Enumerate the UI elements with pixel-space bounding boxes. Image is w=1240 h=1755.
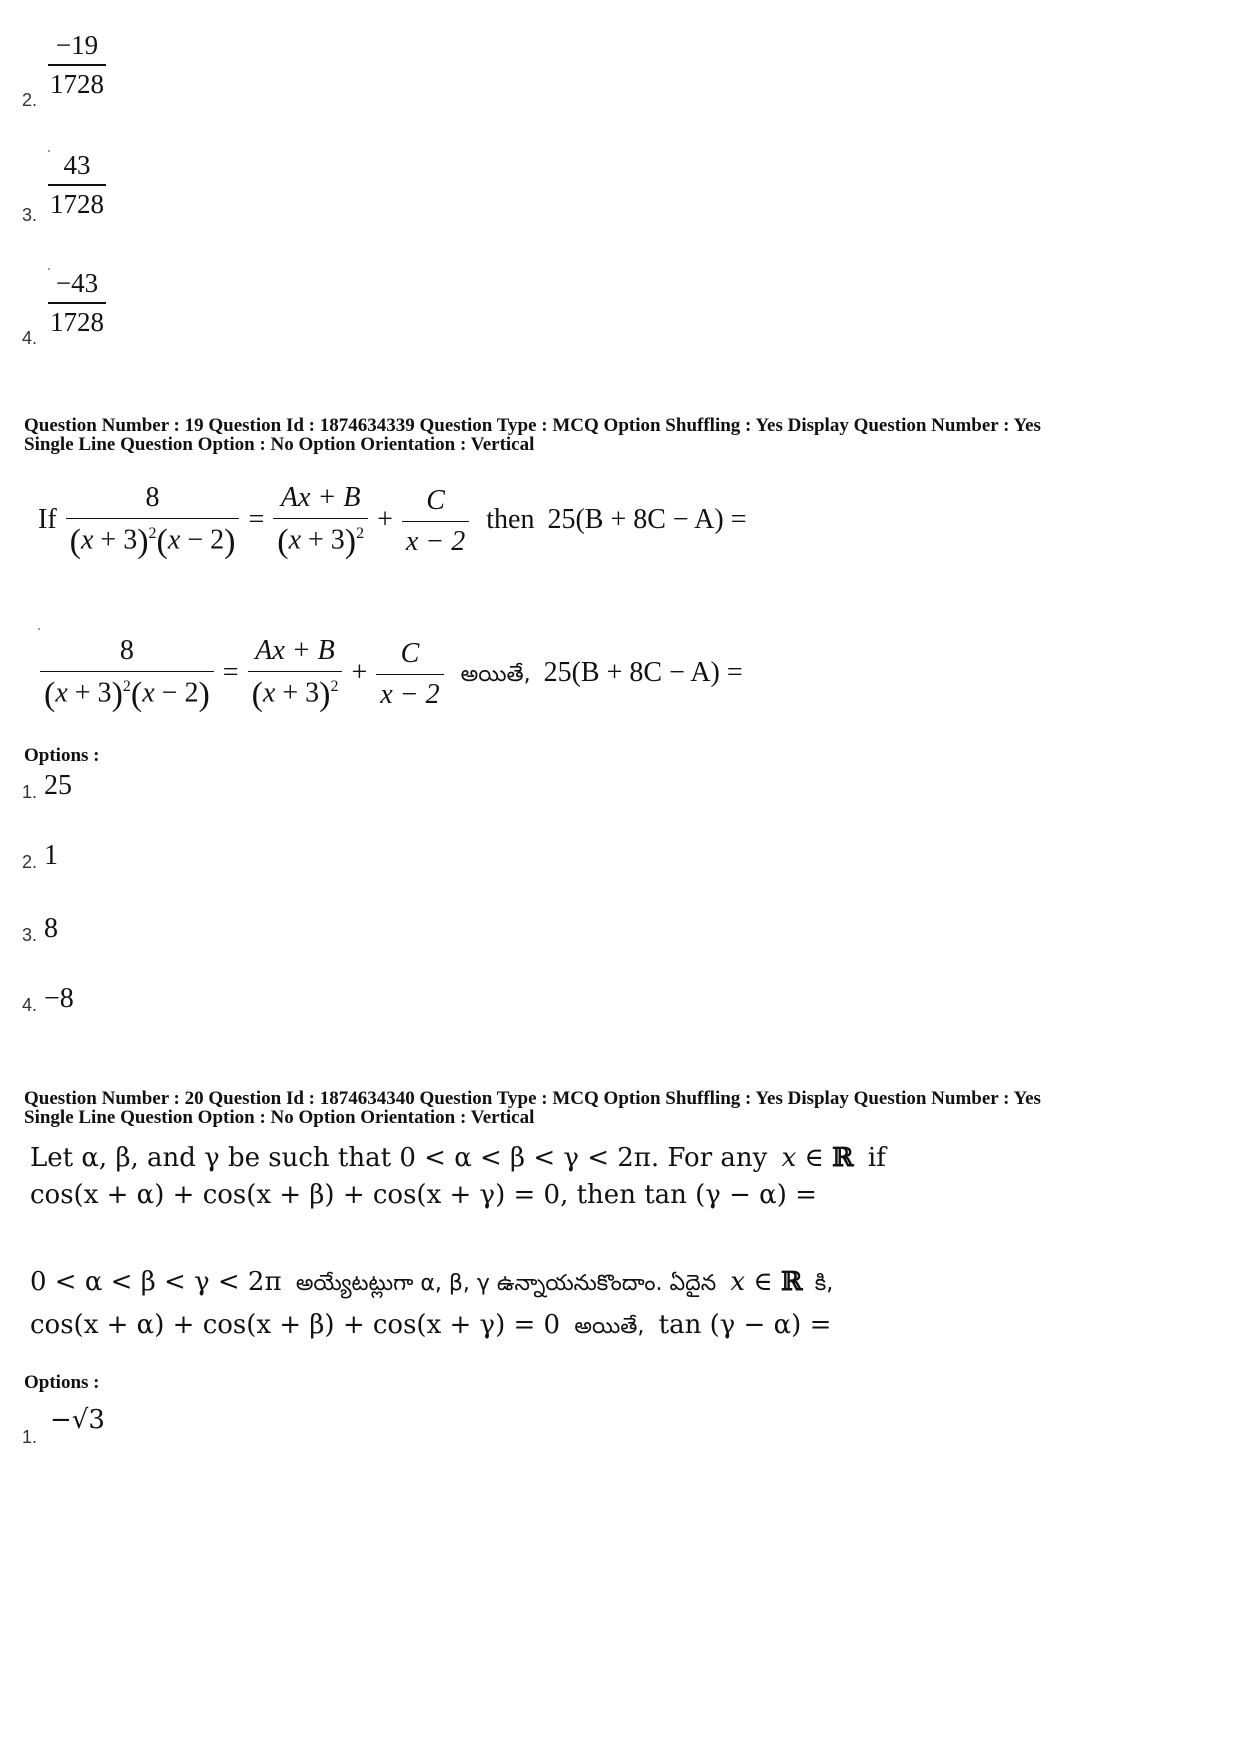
option-fraction: [48, 30, 106, 100]
numerator: Ax + B: [255, 635, 335, 666]
option-value: 25: [44, 770, 72, 801]
if-word: if: [867, 1143, 886, 1173]
telugu-if-word: అయితే,: [574, 1314, 645, 1339]
option-value: 8: [44, 913, 58, 944]
fraction-partial-2: [376, 638, 443, 711]
then-word: then: [486, 503, 535, 535]
fraction-lhs: [40, 635, 214, 714]
denominator: $(x + 3)^2(x - 2)$: [66, 518, 240, 561]
option-number: 3.: [22, 205, 38, 225]
scan-dot: [38, 628, 40, 630]
denominator: 1728: [48, 184, 106, 220]
q20-telugu-line-1: 0 < α < β < γ < 2π అయ్యేటట్లుగా α, β, γ ఉన్నాయనుకొందాం. ఏదైన x ∈ ℝ కి,: [30, 1267, 834, 1297]
telugu-suffix: కి,: [814, 1271, 834, 1296]
option-value: −√3: [50, 1405, 105, 1435]
telugu-text: అయ్యేటట్లుగా α, β, γ ఉన్నాయనుకొందాం. ఏదైన: [295, 1271, 717, 1296]
denominator: $(x + 3)^2$: [273, 518, 368, 561]
result-expression: 25(B + 8C − A) =: [547, 503, 747, 535]
equation: cos(x + α) + cos(x + β) + cos(x + γ) = 0: [30, 1310, 561, 1340]
q19-meta-line-1: Question Number : 19 Question Id : 1874634339 Question Type : MCQ Option Shuffling : Yes Display Question Number : Yes: [24, 415, 1041, 436]
q19-meta-line-2: Single Line Question Option : No Option Orientation : Vertical: [24, 434, 535, 455]
option-value: 1: [44, 840, 58, 871]
option-number: 4.: [22, 328, 38, 348]
q19-english-equation: If $\frac{8}{(x + 3)^2(x - 2)}$ = $\frac{Ax + B}{(x + 3)^2}$ + $\frac{C}{x - 2}$ then 25(B + 8C − A) =: [38, 482, 747, 560]
numerator: −19: [55, 30, 99, 60]
numerator: C: [400, 638, 420, 669]
option-number: 1.: [22, 782, 38, 802]
denominator: 1728: [48, 302, 106, 338]
option-value: −8: [44, 983, 74, 1014]
inequality: 0 < α < β < γ < 2π: [30, 1267, 282, 1297]
denominator: 1728: [48, 64, 106, 100]
english-text: Let α, β, and γ be such that 0 < α < β < γ < 2π. For any: [30, 1143, 768, 1173]
option-fraction: [48, 268, 106, 338]
option-number: 2.: [22, 90, 38, 110]
denominator: x − 2: [402, 521, 469, 558]
result-expression: tan (γ − α) =: [658, 1310, 832, 1340]
fraction-lhs: [66, 482, 240, 561]
q20-options-label: Options :: [24, 1372, 100, 1393]
fraction-partial-1: [248, 635, 343, 714]
denominator: x − 2: [376, 674, 443, 711]
option-number: 3.: [22, 925, 38, 945]
q20-meta-line-2: Single Line Question Option : No Option Orientation : Vertical: [24, 1107, 535, 1128]
denominator: $(x + 3)^2(x - 2)$: [40, 671, 214, 714]
option-fraction: [48, 150, 106, 220]
result-expression: 25(B + 8C − A) =: [543, 656, 743, 688]
denominator: $(x + 3)^2$: [248, 671, 343, 714]
q20-meta-line-1: Question Number : 20 Question Id : 1874634340 Question Type : MCQ Option Shuffling : Yes Display Question Number : Yes: [24, 1088, 1041, 1109]
q19-telugu-equation: $\frac{8}{(x + 3)^2(x - 2)}$ = $\frac{Ax + B}{(x + 3)^2}$ + $\frac{C}{x - 2}$ అయితే, 25(B + 8C − A) =: [38, 635, 743, 714]
numerator: 8: [145, 482, 160, 513]
q20-english-line-2: cos(x + α) + cos(x + β) + cos(x + γ) = 0, then tan (γ − α) =: [30, 1180, 817, 1210]
if-word: If: [38, 503, 57, 535]
option-number: 1.: [22, 1427, 38, 1447]
numerator: 8: [119, 635, 134, 666]
fraction-partial-2: [402, 485, 469, 558]
option-number: 2.: [22, 852, 38, 872]
numerator: C: [426, 485, 445, 516]
q20-english-line-1: Let α, β, and γ be such that 0 < α < β < γ < 2π. For any x ∈ ℝ if: [30, 1143, 886, 1173]
numerator: Ax + B: [280, 482, 361, 513]
fraction-partial-1: [273, 482, 368, 561]
q19-options-label: Options :: [24, 745, 100, 766]
numerator: 43: [63, 150, 91, 180]
telugu-if-word: అయితే,: [460, 661, 531, 687]
q20-telugu-line-2: [30, 1310, 831, 1344]
option-number: 4.: [22, 995, 38, 1015]
numerator: −43: [55, 268, 99, 298]
